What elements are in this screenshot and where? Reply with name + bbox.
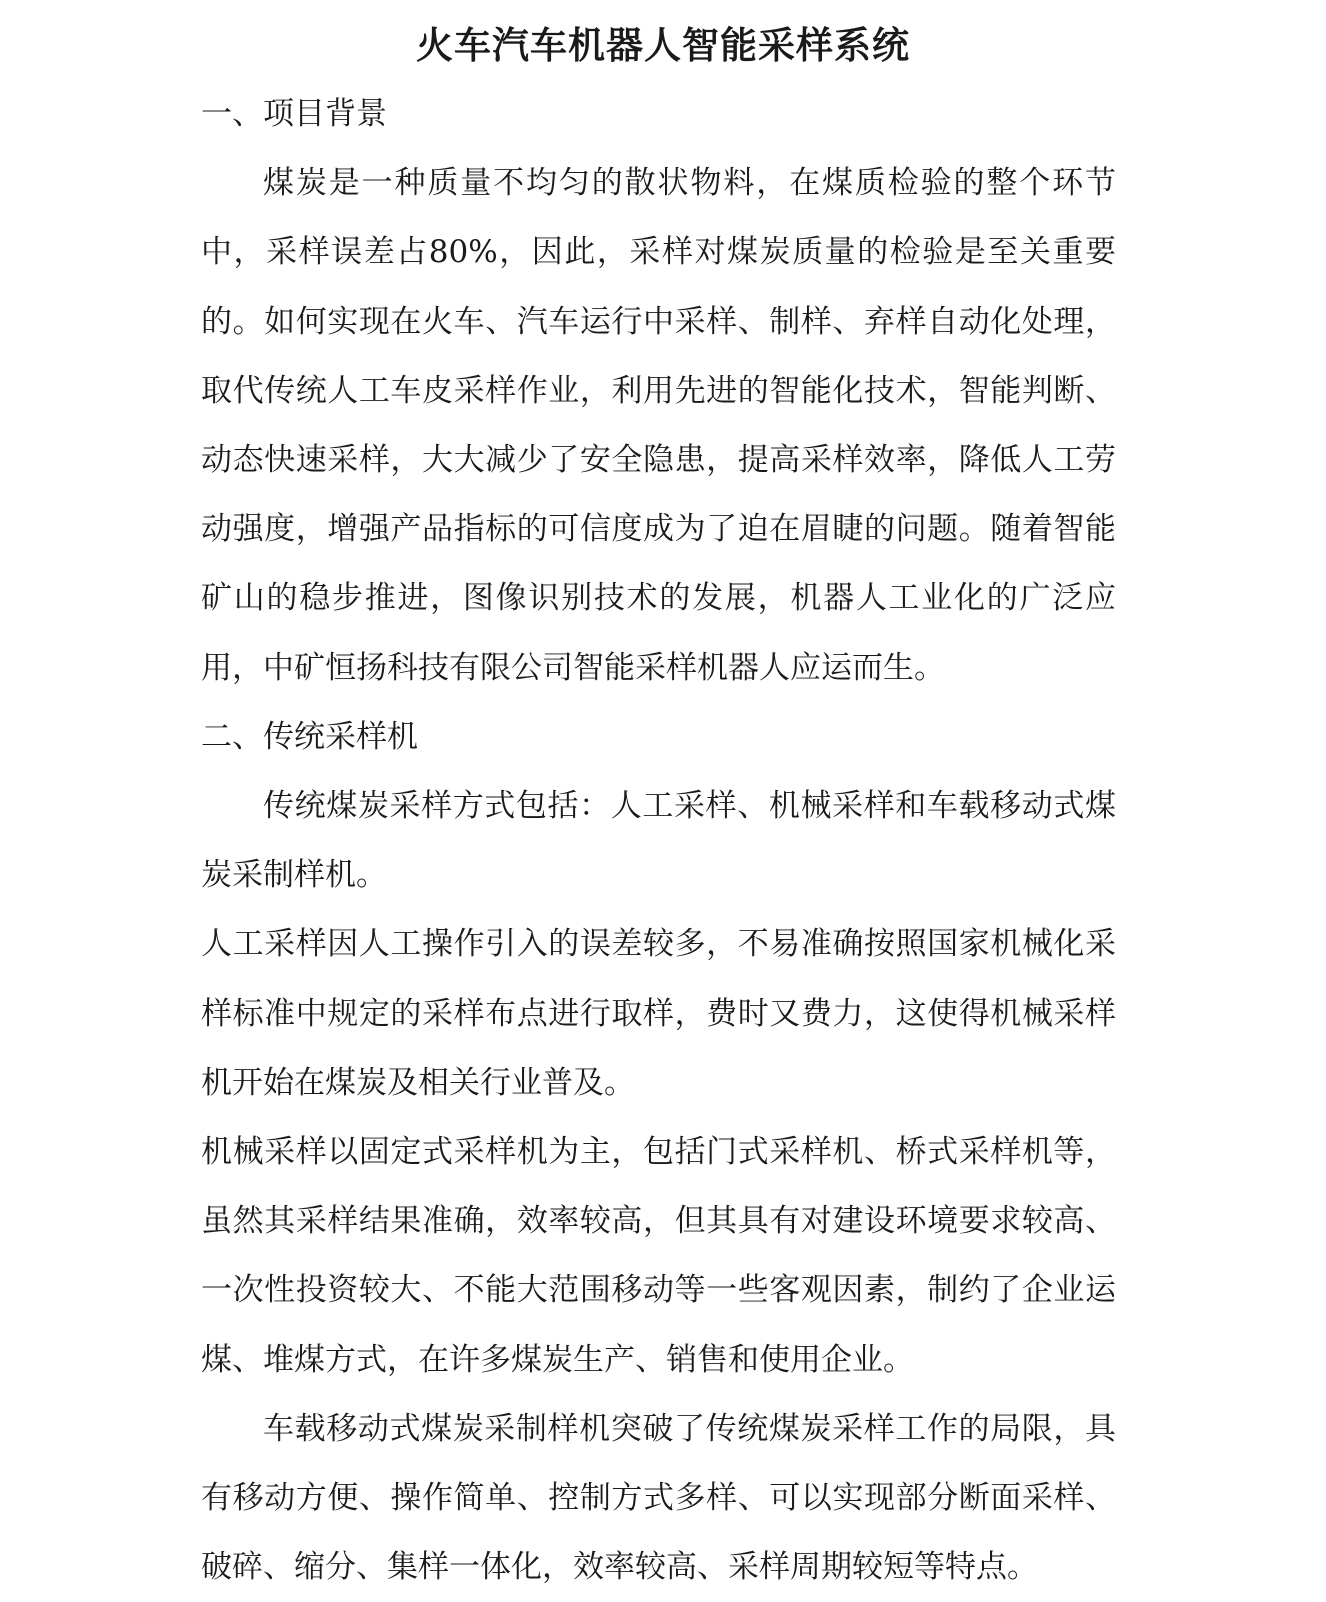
section-heading-traditional-sampler: 二、传统采样机 — [201, 718, 418, 755]
document-body — [201, 80, 1116, 1602]
paragraph-mechanical-sampling: 机械采样以固定式采样机为主，包括门式采样机、桥式采样机等，虽然其采样结果准确，效率较高，但其具有对建设环境要求较高、一次性投资较大、不能大范围移动等一些客观因素，制约了企业运煤、堆煤方式，在许多煤炭生产、销售和使用企业。 — [201, 1134, 1116, 1378]
section-heading-background: 一、项目背景 — [201, 96, 387, 132]
paragraph-vehicle-mounted-sampling: 车载移动式煤炭采制样机突破了传统煤炭采样工作的局限，具有移动方便、操作简单、控制方式多样、可以实现部分断面采样、破碎、缩分、集样一体化，效率较高、采样周期较短等特点。 — [201, 1410, 1116, 1586]
paragraph-background: 煤炭是一种质量不均匀的散状物料，在煤质检验的整个环节中，采样误差占80%，因此，采样对煤炭质量的检验是至关重要的。如何实现在火车、汽车运行中采样、制样、弃样自动化处理，取代传统人工车皮采样作业，利用先进的智能化技术，智能判断、动态快速采样，大大减少了安全隐患，提高采样效率，降低人工劳动强度，增强产品指标的可信度成为了迫在眉睫的问题。随着智能矿山的稳步推进，图像识别技术的发展，机器人工业化的广泛应用，中矿恒扬科技有限公司智能采样机器人应运而生。 — [201, 165, 1116, 686]
paragraph-sampling-methods: 传统煤炭采样方式包括：人工采样、机械采样和车载移动式煤炭采制样机。 — [201, 788, 1116, 894]
paragraph-manual-sampling: 人工采样因人工操作引入的误差较多，不易准确按照国家机械化采样标准中规定的采样布点进行取样，费时又费力，这使得机械采样机开始在煤炭及相关行业普及。 — [201, 926, 1116, 1101]
document-title: 火车汽车机器人智能采样系统 — [416, 23, 910, 67]
